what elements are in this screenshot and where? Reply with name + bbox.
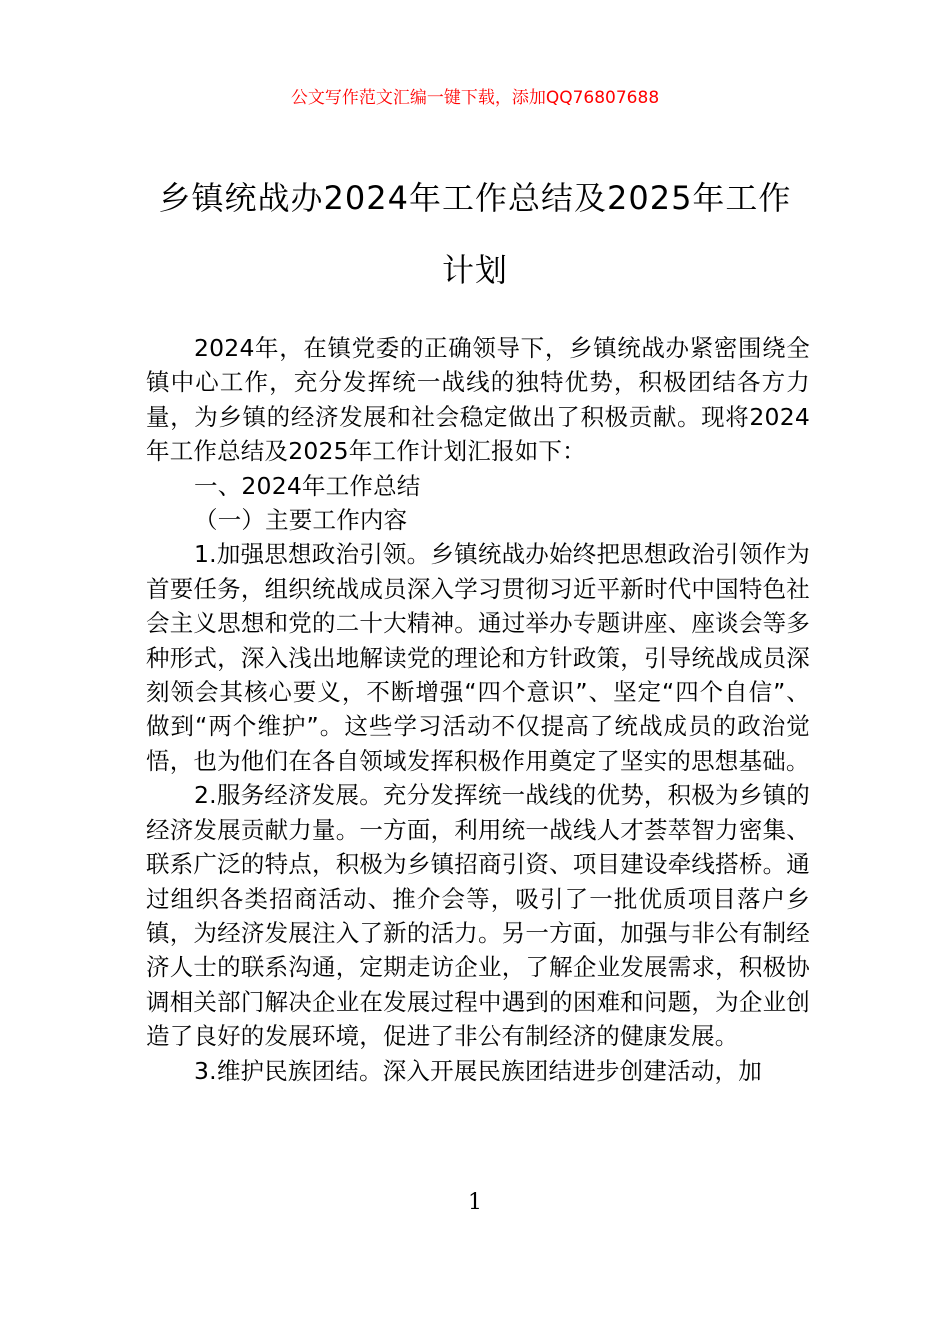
page-number: 1: [468, 1190, 482, 1215]
item-paragraph-1: 1.加强思想政治引领。乡镇统战办始终把思想政治引领作为首要任务，组织统战成员深入学习贯彻习近平新时代中国特色社会主义思想和党的二十大精神。通过举办专题讲座、座谈会等多种形式，深入浅出地解读党的理论和方针政策，引导统战成员深刻领会其核心要义，不断增强“四个意识”、坚定“四个自信”、做到“两个维护”。这些学习活动不仅提高了统战成员的政治觉悟，也为他们在各自领域发挥积极作用奠定了坚实的思想基础。: [146, 540, 810, 775]
download-banner: [0, 86, 950, 110]
intro-paragraph: 2024年，在镇党委的正确领导下，乡镇统战办紧密围绕全镇中心工作，充分发挥统一战线的独特优势，积极团结各方力量，为乡镇的经济发展和社会稳定做出了积极贡献。现将2024年工作总结及2025年工作计划汇报如下：: [146, 334, 810, 466]
item-paragraph-2: 2.服务经济发展。充分发挥统一战线的优势，积极为乡镇的经济发展贡献力量。一方面，利用统一战线人才荟萃智力密集、联系广泛的特点，积极为乡镇招商引资、项目建设牵线搭桥。通过组织各类招商活动、推介会等，吸引了一批优质项目落户乡镇，为经济发展注入了新的活力。另一方面，加强与非公有制经济人士的联系沟通，定期走访企业，了解企业发展需求，积极协调相关部门解决企业在发展过程中遇到的困难和问题，为企业创造了良好的发展环境，促进了非公有制经济的健康发展。: [146, 781, 810, 1051]
download-banner-text: 公文写作范文汇编一键下载，添加QQ76807688: [290, 88, 660, 108]
section-heading-1: 一、2024年工作总结: [194, 471, 421, 500]
item-paragraph-3: 3.维护民族团结。深入开展民族团结进步创建活动，加: [194, 1056, 762, 1085]
document-body: [146, 331, 810, 1088]
document-title: [140, 162, 810, 306]
document-title-line-1: 乡镇统战办2024年工作总结及2025年工作: [158, 179, 792, 217]
document-title-line-2: 计划: [441, 251, 508, 289]
subsection-heading-1: （一）主要工作内容: [194, 506, 408, 535]
